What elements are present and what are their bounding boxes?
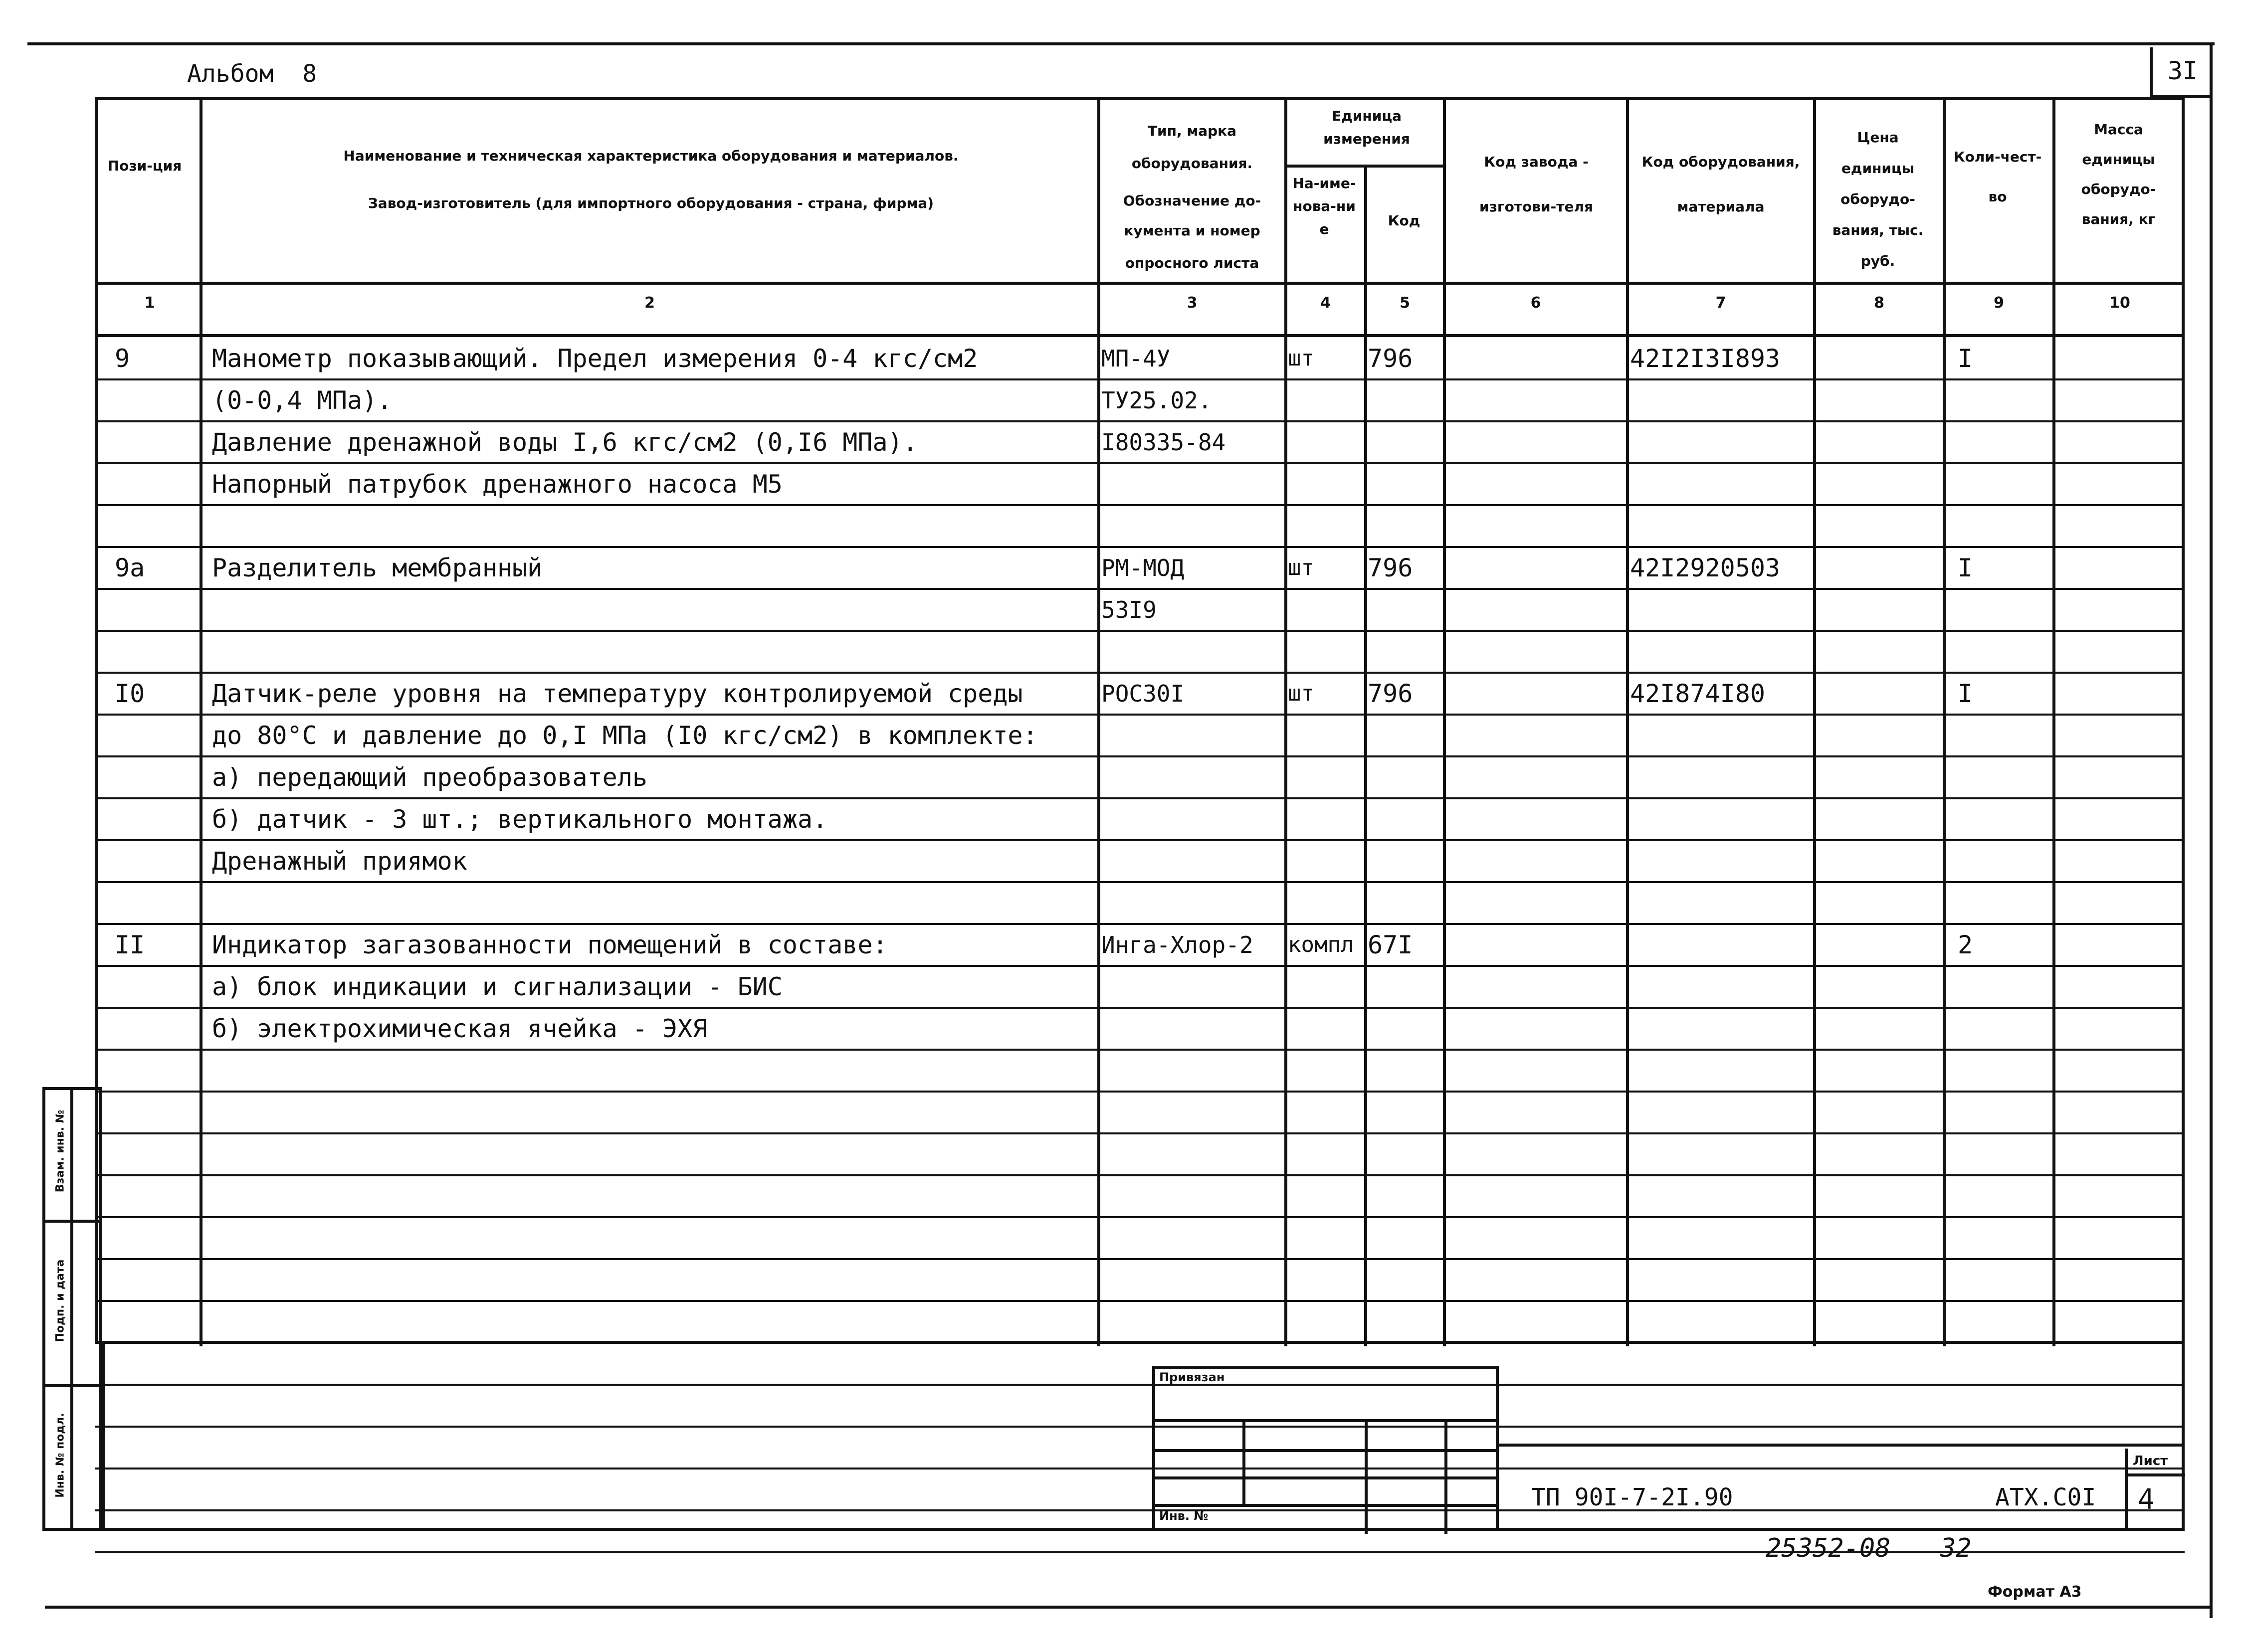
cell-unit_code: 796 <box>1368 344 1413 373</box>
header-price: Цена единицы оборудо-вания, тыс. руб. <box>1832 129 1924 269</box>
header-type-5: опросного листа <box>1125 255 1259 271</box>
colnum-10: 10 <box>2109 294 2130 312</box>
cell-code: 42I2I3I893 <box>1630 344 1781 373</box>
header-quantity: Коли-чест-во <box>1953 149 2042 205</box>
cell-type: РОС30I <box>1101 680 1185 707</box>
cell-pos: 9а <box>115 553 145 582</box>
header-unit-group: Единица измерения <box>1323 108 1410 147</box>
row-line <box>95 1216 2185 1218</box>
colnum-5: 5 <box>1400 294 1410 312</box>
cell-unit: шт <box>1288 555 1314 580</box>
row-line <box>95 1132 2185 1134</box>
bottom-number: 25352-08 <box>1766 1533 1891 1563</box>
cell-qty: I <box>1958 344 1973 373</box>
side-stamp-sign-date: Подп. и дата <box>54 1259 67 1342</box>
cell-name: б) датчик - 3 шт.; вертикального монтажа. <box>212 805 828 834</box>
row-line <box>95 797 2185 799</box>
privyazan-block <box>1152 1366 1499 1531</box>
colnum-2: 2 <box>644 294 655 312</box>
cell-type: РМ-МОД <box>1101 554 1185 581</box>
row-line <box>95 378 2185 380</box>
row-line <box>95 1007 2185 1009</box>
sheet-number-box <box>2150 47 2213 98</box>
cell-type: ТУ25.02. <box>1101 387 1212 414</box>
cell-qty: 2 <box>1958 930 1973 959</box>
row-line <box>95 839 2185 841</box>
row-line <box>95 755 2185 757</box>
cell-unit_code: 796 <box>1368 553 1413 582</box>
stamp-mid-line <box>1499 1444 2185 1447</box>
colnum-4: 4 <box>1320 294 1331 312</box>
row-line <box>95 714 2185 716</box>
row-line <box>95 462 2185 464</box>
colnum-bottom-line <box>95 334 2185 337</box>
colnum-3: 3 <box>1187 294 1198 312</box>
colnum-8: 8 <box>1874 294 1884 312</box>
header-unit-code: Код <box>1388 212 1421 229</box>
side-stamp-orig-inv: Инв. № подл. <box>54 1413 67 1498</box>
row-line <box>95 923 2185 925</box>
row-line <box>95 420 2185 422</box>
cell-name: до 80°С и давление до 0,I МПа (I0 кгс/см2) в комплекте: <box>212 721 1038 750</box>
doc-mark: АТХ.С0I <box>1995 1483 2096 1511</box>
album-label: Альбом 8 <box>187 60 317 88</box>
row-line <box>95 1091 2185 1093</box>
cell-pos: 9 <box>115 344 130 373</box>
unit-subheader-line <box>1284 165 1444 168</box>
row-line <box>95 546 2185 548</box>
doc-code: ТП 90I-7-2I.90 <box>1531 1483 1733 1511</box>
inv-label: Инв. № <box>1159 1509 1209 1523</box>
list-number: 4 <box>2138 1483 2155 1516</box>
cell-name: Индикатор загазованности помещений в составе: <box>212 930 888 959</box>
cell-type: 53I9 <box>1101 596 1157 623</box>
cell-unit: шт <box>1288 681 1314 706</box>
row-line <box>95 881 2185 883</box>
cell-name: Манометр показывающий. Предел измерения 0-4 кгс/см2 <box>212 344 978 373</box>
header-bottom-line <box>95 282 2185 285</box>
header-type-1: Тип, марка <box>1147 123 1237 139</box>
header-unit-name: На-име-нова-ние <box>1292 175 1356 237</box>
cell-name: Давление дренажной воды I,6 кгс/см2 (0,I6 МПа). <box>212 428 918 457</box>
colnum-1: 1 <box>144 294 155 312</box>
header-name-line1: Наименование и техническая характеристика оборудования и материалов. <box>343 148 959 164</box>
side-stamp <box>42 1087 102 1531</box>
cell-type: I80335-84 <box>1101 429 1226 456</box>
cell-name: Напорный патрубок дренажного насоса М5 <box>212 470 783 499</box>
cell-code: 42I874I80 <box>1630 679 1765 708</box>
cell-name: (0-0,4 МПа). <box>212 386 393 415</box>
cell-type: Инга-Хлор-2 <box>1101 931 1253 958</box>
top-border <box>27 42 2215 45</box>
cell-unit: компл <box>1288 932 1354 957</box>
cell-qty: I <box>1958 553 1973 582</box>
cell-code: 42I2920503 <box>1630 553 1781 582</box>
header-name-line2: Завод-изготовитель (для импортного оборудования - страна, фирма) <box>368 195 934 211</box>
cell-unit_code: 67I <box>1368 930 1413 959</box>
row-line <box>95 1049 2185 1051</box>
side-stamp-replaced-inv: Взам. инв. № <box>54 1109 67 1193</box>
cell-pos: II <box>115 930 145 959</box>
header-equipment-code: Код оборудования, материала <box>1641 154 1800 215</box>
header-mass: Масса единицы оборудо-вания, кг <box>2081 121 2156 227</box>
format-label: Формат А3 <box>1988 1583 2082 1601</box>
cell-name: а) передающий преобразователь <box>212 763 647 792</box>
cell-name: Дренажный приямок <box>212 847 467 876</box>
list-box <box>2125 1449 2185 1531</box>
header-position: Пози-ция <box>107 158 182 174</box>
cell-name: а) блок индикации и сигнализации - БИС <box>212 972 783 1001</box>
row-line <box>95 1300 2185 1302</box>
colnum-9: 9 <box>1994 294 2004 312</box>
header-type-2: оборудования. <box>1131 155 1253 172</box>
header-type-4: кумента и номер <box>1124 222 1260 239</box>
cell-unit: шт <box>1288 346 1314 371</box>
sheet-number: 3I <box>2167 56 2198 85</box>
row-line <box>95 1174 2185 1176</box>
header-type-3: Обозначение до- <box>1123 192 1261 209</box>
row-line <box>95 1258 2185 1260</box>
cell-unit_code: 796 <box>1368 679 1413 708</box>
right-border <box>2210 42 2213 1618</box>
row-line <box>95 588 2185 590</box>
cell-name: Разделитель мембранный <box>212 553 543 582</box>
row-line <box>95 965 2185 967</box>
row-line <box>95 630 2185 632</box>
cell-pos: I0 <box>115 679 145 708</box>
list-label: Лист <box>2133 1454 2168 1468</box>
row-line <box>95 504 2185 506</box>
header-factory-code: Код завода - изготови-теля <box>1479 154 1593 215</box>
cell-name: б) электрохимическая ячейка - ЭХЯ <box>212 1014 708 1043</box>
colnum-7: 7 <box>1715 294 1726 312</box>
bottom-page: 32 <box>1940 1533 1972 1563</box>
row-line <box>95 672 2185 674</box>
bottom-border <box>45 1606 2212 1609</box>
cell-type: МП-4У <box>1101 345 1171 372</box>
privyazan-label: Привязан <box>1159 1370 1225 1384</box>
title-block <box>102 1344 2185 1531</box>
colnum-6: 6 <box>1530 294 1541 312</box>
cell-name: Датчик-реле уровня на температуру контролируемой среды <box>212 679 1023 708</box>
cell-qty: I <box>1958 679 1973 708</box>
